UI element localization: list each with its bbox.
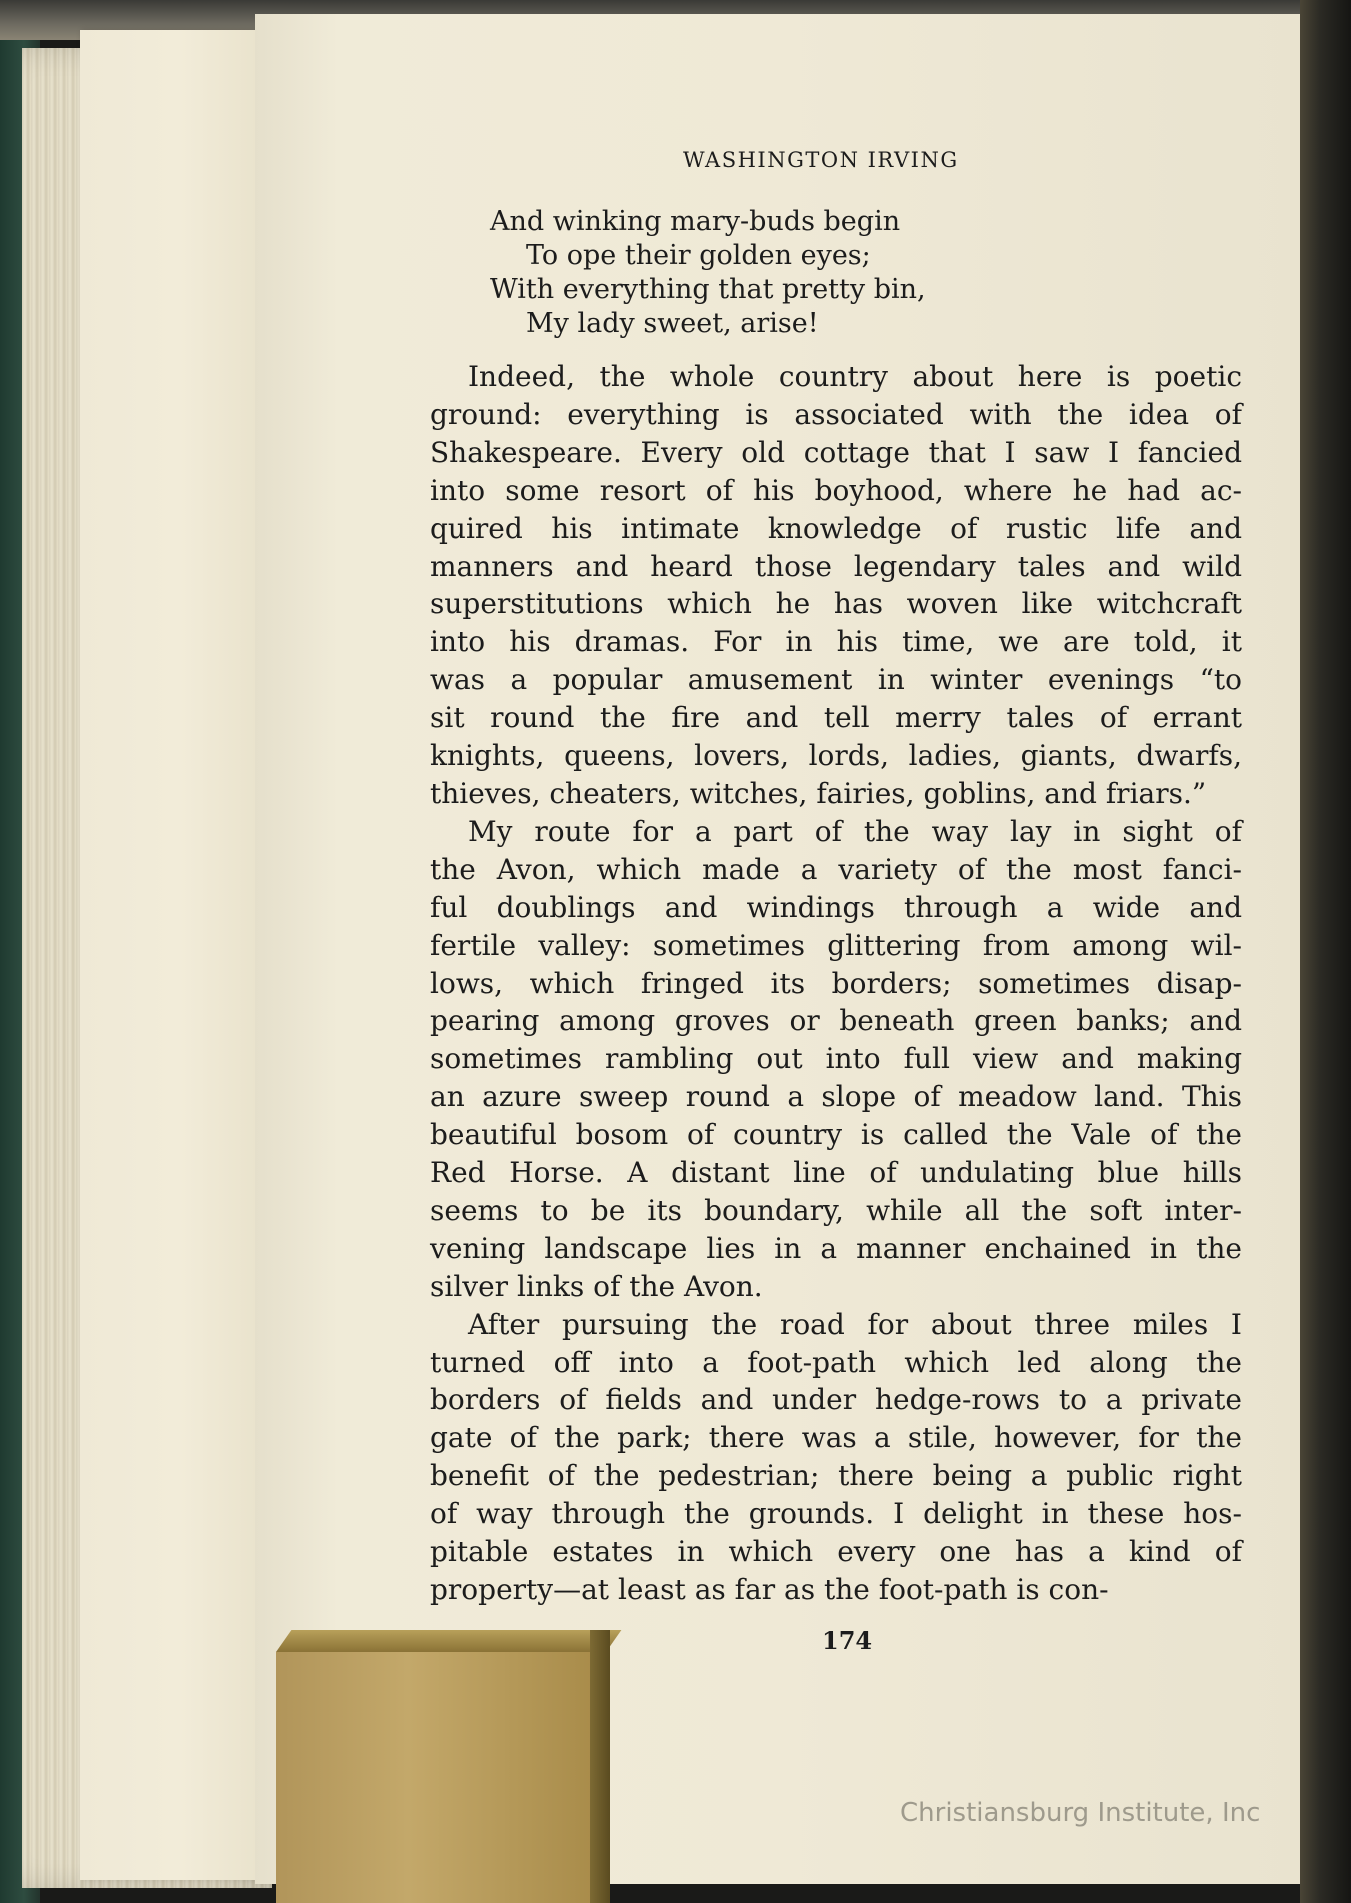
body-line: into some resort of his boyhood, where he had ac-	[430, 473, 1242, 507]
body-line: sometimes rambling out into full view and making	[430, 1042, 1242, 1076]
body-line: was a popular amusement in winter evenings “to	[430, 663, 1242, 697]
page-number: 174	[822, 1626, 873, 1655]
bookmark-block-side	[590, 1630, 610, 1903]
verse-line: To ope their golden eyes;	[526, 240, 871, 271]
body-line: Shakespeare. Every old cottage that I saw I fancied	[430, 435, 1242, 469]
body-line: knights, queens, lovers, lords, ladies, giants, dwarfs,	[430, 739, 1242, 773]
body-line: Indeed, the whole country about here is poetic	[468, 360, 1242, 393]
body-line: silver links of the Avon.	[430, 1269, 763, 1303]
body-line: thieves, cheaters, witches, fairies, goblins, and friars.”	[430, 776, 1207, 810]
body-text	[430, 358, 1242, 1609]
body-line: seems to be its boundary, while all the soft inter-	[430, 1193, 1242, 1227]
body-line: vening landscape lies in a manner enchained in the	[430, 1231, 1242, 1265]
body-line: sit round the fire and tell merry tales of errant	[430, 701, 1242, 735]
body-line: borders of fields and under hedge-rows to a private	[430, 1383, 1242, 1417]
body-line: benefit of the pedestrian; there being a public right	[430, 1459, 1242, 1493]
body-line: quired his intimate knowledge of rustic life and	[430, 511, 1242, 545]
verse-line: My lady sweet, arise!	[526, 308, 819, 339]
body-line: into his dramas. For in his time, we are told, it	[430, 625, 1242, 659]
body-line: pitable estates in which every one has a kind of	[430, 1535, 1242, 1569]
body-line: the Avon, which made a variety of the most fanci-	[430, 852, 1242, 886]
body-line: My route for a part of the way lay in sight of	[468, 814, 1242, 848]
verse-stanza	[490, 205, 926, 341]
bookmark-block-top	[276, 1630, 621, 1652]
body-line: ful doublings and windings through a wide and	[430, 890, 1242, 924]
page-stack-edge	[80, 30, 280, 1880]
body-line: turned off into a foot-path which led along the	[430, 1345, 1242, 1379]
verse-line: And winking mary-buds begin	[490, 206, 901, 237]
body-line: superstitutions which he has woven like witchcraft	[430, 587, 1242, 621]
body-line: lows, which fringed its borders; sometimes disap-	[430, 966, 1242, 1000]
body-line: After pursuing the road for about three miles I	[468, 1307, 1242, 1341]
running-head: WASHINGTON IRVING	[683, 148, 959, 172]
body-line: an azure sweep round a slope of meadow land. This	[430, 1080, 1242, 1114]
body-line: pearing among groves or beneath green banks; and	[430, 1004, 1242, 1038]
body-line: ground: everything is associated with the idea of	[430, 397, 1242, 431]
body-line: gate of the park; there was a stile, however, for the	[430, 1421, 1242, 1455]
bookmark-block	[276, 1652, 606, 1903]
body-line: manners and heard those legendary tales and wild	[430, 549, 1242, 583]
body-line: property—at least as far as the foot-path is con-	[430, 1573, 1109, 1606]
body-line: of way through the grounds. I delight in these hos-	[430, 1497, 1242, 1531]
verse-line: With everything that pretty bin,	[490, 274, 926, 305]
body-line: Red Horse. A distant line of undulating blue hills	[430, 1156, 1242, 1190]
body-line: beautiful bosom of country is called the Vale of the	[430, 1118, 1242, 1152]
watermark: Christiansburg Institute, Inc	[900, 1798, 1261, 1828]
book-cover-right	[1300, 0, 1351, 1903]
body-line: fertile valley: sometimes glittering from among wil-	[430, 928, 1242, 962]
